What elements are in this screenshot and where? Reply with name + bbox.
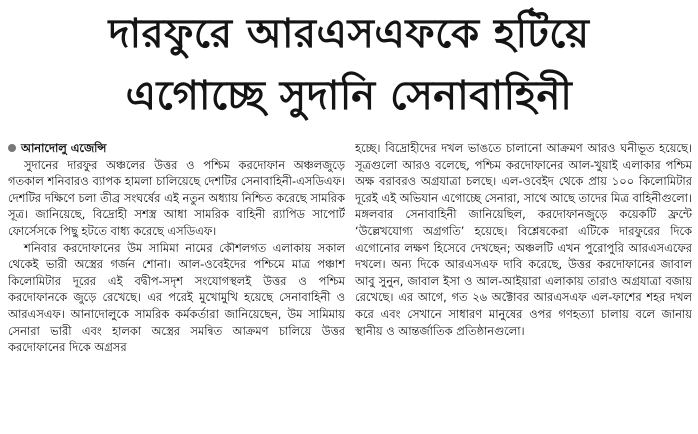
byline bbox=[8, 140, 345, 157]
column-2-paragraph-1: হচ্ছে। বিদ্রোহীদের দখল ভাঙতে চালানো আক্রমণ আরও ঘনীভূত হয়েছে। সূত্রগুলো আরও বলেছে, পশ্চিম করদোফানের আল-খুয়াই এলাকার পশ্চিম অক্ষ বরাবরও অগ্রযাত্রা চলছে। এল-ওবেইদ থেকে প্রায় ১০০ কিলোমিটার দূরেই এই অভিযান এগোচ্ছে সেনারা, সাথে আছে তাদের মিত্র বাহিনীগুলো। মঙ্গলবার সেনাবাহিনী জানিয়েছিল, করদোফানজুড়ে কয়েকটি ফ্রন্টে ‘উল্লেখযোগ্য অগ্রগতি’ হয়েছে। বিশ্লেষকেরা এটিকে দারফুরের দিকে এগোনোর লক্ষণ হিসেবে দেখছেন; অঞ্চলটি এখন পুরোপুরি আরএসএফের দখলে। অন্য দিকে আরএসএফ দাবি করেছে, উত্তর করদোফানের জাবাল আবু সুনুন, জাবাল ইসা ও আল-আইয়ারা এলাকায় তারাও অগ্রযাত্রা বজায় রেখেছে। এর আগে, গত ২৬ অক্টোবর আরএসএফ এল-ফাশের শহর দখল করে এবং সেখানে সাধারণ মানুষের ওপর গণহত্যা চালায় বলে জানায় স্থানীয় ও আন্তর্জাতিক প্রতিষ্ঠানগুলো। bbox=[355, 141, 692, 338]
column-1-paragraph-1: সুদানের দারফুর অঞ্চলের উত্তর ও পশ্চিম করদোফান অঞ্চলজুড়ে গতকাল শনিবারও ব্যাপক হামলা চালিয়েছে দেশটির সেনাবাহিনী-এসডিএফ। দেশটির দক্ষিণে চলা তীব্র সংঘর্ষের এই নতুন অধ্যায় নিশ্চিত করেছে সামরিক সূত্র। জানিয়েছে, বিদ্রোহী সশস্ত্র আধা সামরিক বাহিনী র‍্যাপিড সাপোর্ট ফোর্সেসকে পিছু হটতে বাধ্য করেছে এসডিএফ। bbox=[8, 157, 345, 238]
article-column-1 bbox=[8, 140, 345, 430]
headline-line-1: দারফুরে আরএসএফকে হটিয়ে bbox=[108, 11, 590, 57]
byline-text: আনাদোলু এজেন্সি bbox=[21, 141, 107, 155]
headline-line-2: এগোচ্ছে সুদানি সেনাবাহিনী bbox=[125, 73, 573, 119]
article-body bbox=[8, 140, 692, 430]
article-column-2 bbox=[355, 140, 692, 430]
column-1-paragraph-2: শনিবার করদোফানের উম সামিমা নামের কৌশলগত এলাকায় সকাল থেকেই ভারী অস্ত্রের গর্জন শোনা। আল-ওবেইদের পশ্চিমে মাত্র পঞ্চাশ কিলোমিটার দূরের এই বদ্বীপ-সদৃশ সংযোগস্থলই উত্তর ও পশ্চিম করদোফানকে জুড়ে রেখেছে। এর পরেই মুখোমুখি হয়েছে সেনাবাহিনী ও আরএসএফ। আনাদোলুকে সামরিক কর্মকর্তারা জানিয়েছেন, উম সামিমায় সেনারা ভারী এবং হালকা অস্ত্রের সমন্বিত আক্রমণ চালিয়ে উত্তর করদোফানের দিকে অগ্রসর bbox=[8, 240, 345, 355]
bullet-icon bbox=[8, 144, 16, 152]
